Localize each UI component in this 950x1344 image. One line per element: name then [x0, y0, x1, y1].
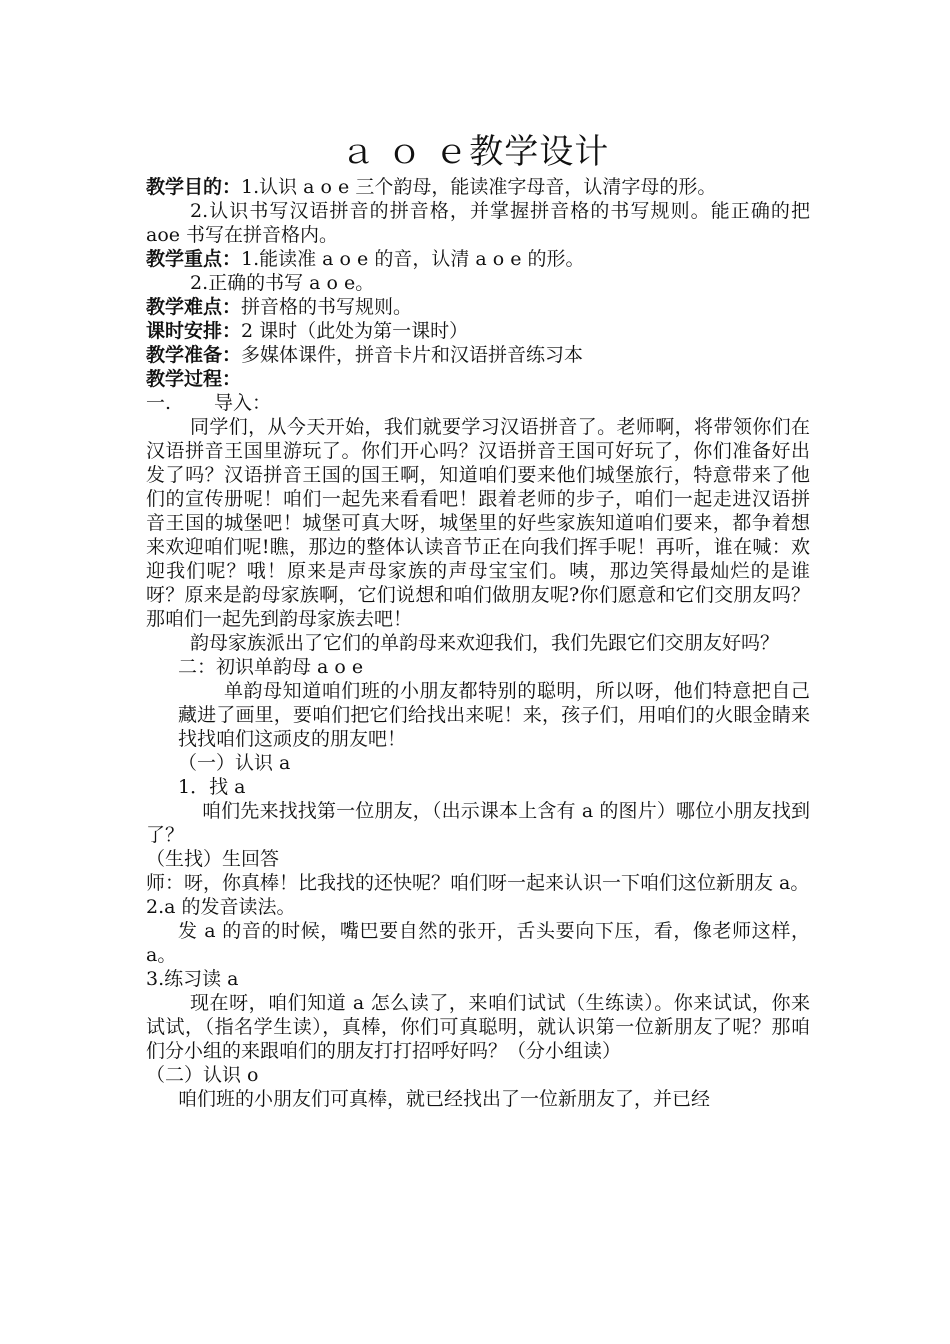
preparation-label: 教学准备：: [146, 344, 242, 366]
find-paragraph: 咱们先来找找第一位朋友，（出示课本上含有 a 的图片）哪位小朋友找到了？: [146, 800, 810, 846]
difficulty-text: 拼音格的书写规则。: [241, 296, 413, 318]
objectives-item-2: 2.认识书写汉语拼音的拼音格，并掌握拼音格的书写规则。能正确的把 aoe 书写在拼音格内。: [146, 200, 810, 246]
section-1-heading: [146, 391, 810, 415]
document-body: [146, 175, 810, 1111]
objectives-item-1: 1.认识 a o e 三个韵母，能读准字母音，认清字母的形。: [241, 176, 717, 198]
key-points-label: 教学重点：: [146, 248, 242, 270]
step-3-heading: 3.练习读 a: [146, 968, 239, 990]
difficulty-label: 教学难点：: [146, 296, 242, 318]
schedule-label: 课时安排：: [146, 320, 242, 342]
key-points-item-1: 1.能读准 a o e 的音，认清 a o e 的形。: [241, 248, 585, 270]
objectives-line: [146, 175, 810, 199]
page-title: ａ ｏ ｅ教学设计: [340, 132, 610, 172]
hidden-paragraph: 单韵母知道咱们班的小朋友都特别的聪明，所以呀，他们特意把自己藏进了画里，要咱们把它们给找出来呢！来，孩子们，用咱们的火眼金睛来找找咱们这顽皮的朋友吧！: [178, 680, 810, 750]
preparation-line: [146, 343, 810, 367]
intro-paragraph: 同学们，从今天开始，我们就要学习汉语拼音了。老师啊，将带领你们在汉语拼音王国里游玩了。你们开心吗？汉语拼音王国可好玩了，你们准备好出发了吗？汉语拼音王国的国王啊，知道咱们要来他们城堡旅行，特意带来了他们的宣传册呢！咱们一起先来看看吧！跟着老师的步子，咱们一起走进汉语拼音王国的城堡吧！城堡可真大呀，城堡里的好些家族知道咱们要来，都争着想来欢迎咱们呢!瞧，那边的整体认读音节正在向我们挥手呢！再听，谁在喊：欢迎我们呢？哦！原来是声母家族的声母宝宝们。咦，那边笑得最灿烂的是谁呀？原来是韵母家族啊，它们说想和咱们做朋友呢?你们愿意和它们交朋友吗？那咱们一起先到韵母家族去吧！: [146, 416, 810, 630]
key-points-line: [146, 247, 810, 271]
section-1-title: 导入：: [214, 392, 272, 414]
student-line: （生找）生回答: [146, 848, 280, 870]
section-1-number: 一.: [146, 392, 172, 414]
family-paragraph: [146, 631, 810, 655]
section-2-heading: 二：初识单韵母 a o e: [178, 656, 364, 678]
key-points-item-2: 2.正确的书写 a o e。: [190, 272, 375, 294]
step-2-heading: 2.a 的发音读法。: [146, 896, 296, 918]
difficulty-line: [146, 295, 810, 319]
process-label: 教学过程：: [146, 368, 242, 390]
family-text: 韵母家族派出了它们的单韵母来欢迎我们，我们先跟它们交朋友好吗？: [190, 632, 780, 654]
process-line: [146, 367, 810, 391]
pronunciation-paragraph: 发 a 的音的时候，嘴巴要自然的张开，舌头要向下压，看，像老师这样，a。: [146, 920, 810, 966]
schedule-line: [146, 319, 810, 343]
subsection-a-heading: （一）认识 a: [178, 752, 291, 774]
subsection-o-heading: （二）认识 o: [146, 1064, 259, 1086]
last-paragraph: 咱们班的小朋友们可真棒，就已经找出了一位新朋友了，并已经: [178, 1088, 711, 1110]
practice-paragraph: 现在呀，咱们知道 a 怎么读了，来咱们试试（生练读）。你来试试，你来试试，（指名学生读），真棒，你们可真聪明，就认识第一位新朋友了呢？那咱们分小组的来跟咱们的朋友打打招呼好吗？（分小组读）: [146, 992, 810, 1062]
objectives-label: 教学目的：: [146, 176, 242, 198]
preparation-text: 多媒体课件，拼音卡片和汉语拼音练习本: [241, 344, 584, 366]
schedule-text: 2 课时（此处为第一课时）: [241, 320, 469, 342]
teacher-line: 师：呀，你真棒！比我找的还快呢？咱们呀一起来认识一下咱们这位新朋友 a。: [146, 872, 810, 894]
step-1-heading: 1．找 a: [178, 776, 246, 798]
